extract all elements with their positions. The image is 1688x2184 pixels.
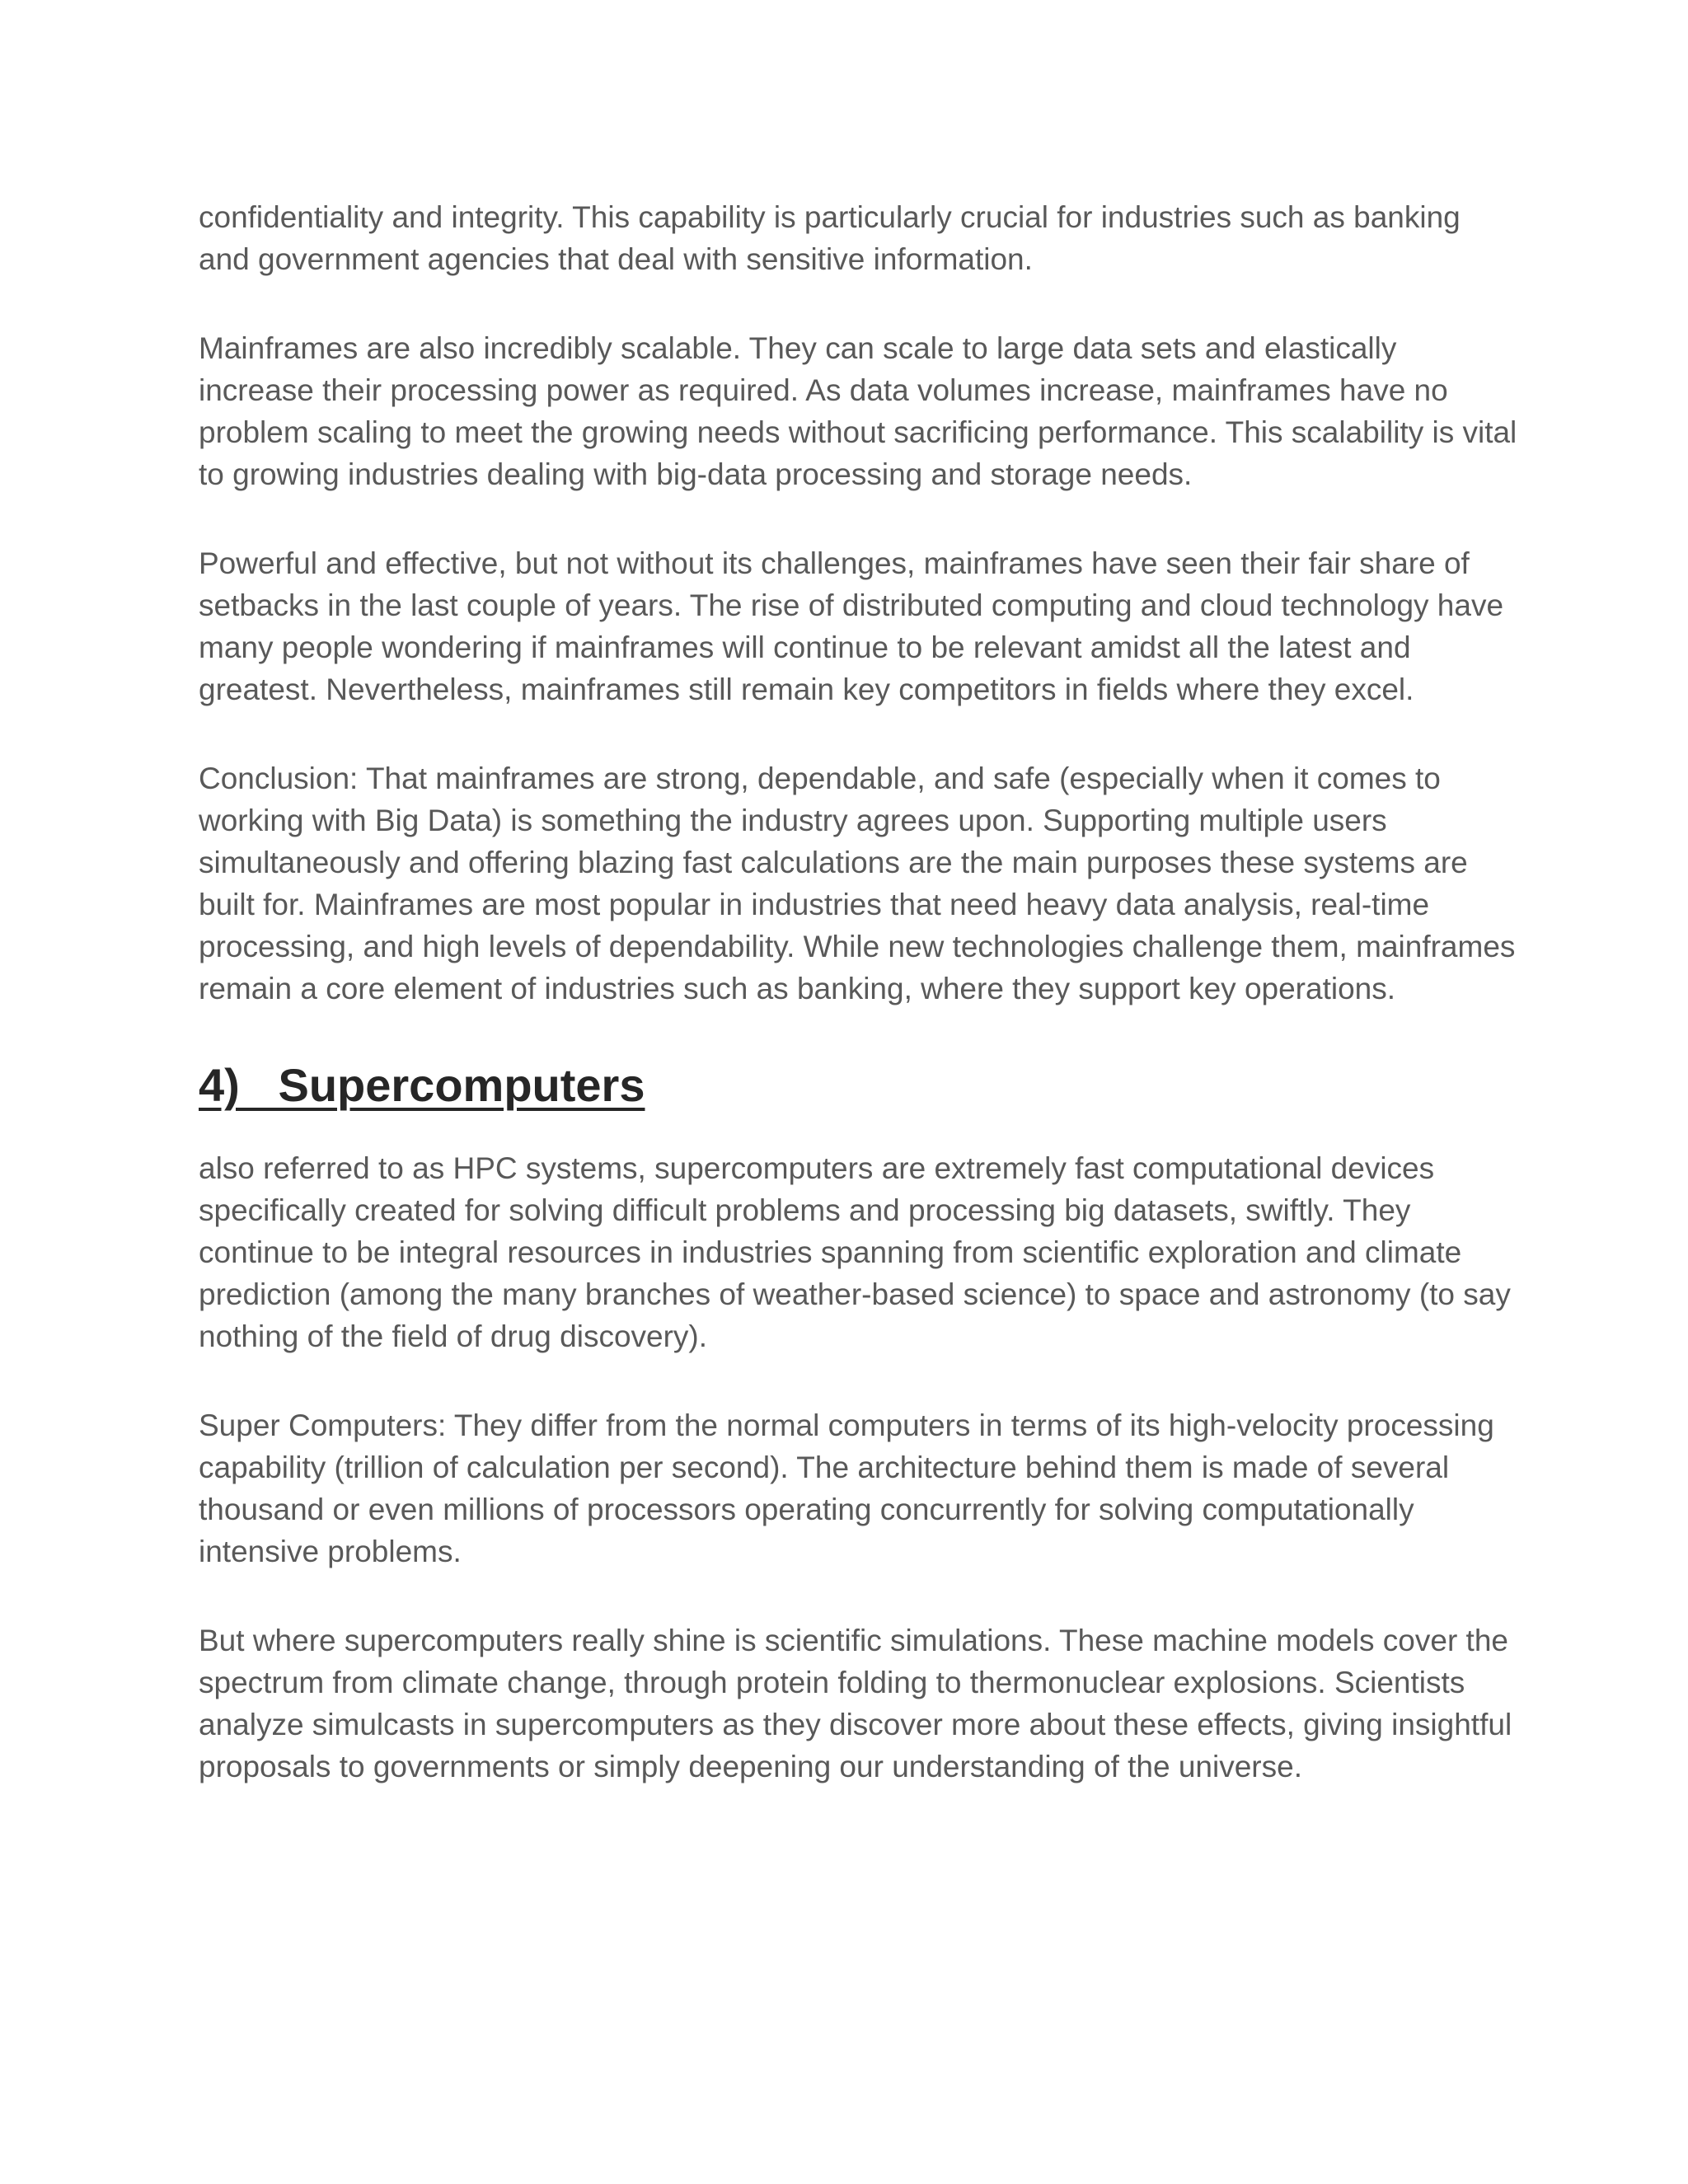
paragraph-scalability: Mainframes are also incredibly scalable. They can scale to large data sets and elastically increase their processing power as required. As data volumes increase, mainframes have no problem scaling to meet the growing needs without sacrificing performance. This scalability is vital to growing industries dealing with big-data processing and storage needs. bbox=[199, 331, 1517, 491]
paragraph-confidentiality: confidentiality and integrity. This capability is particularly crucial for industries such as banking and government agencies that deal with sensitive information. bbox=[199, 200, 1461, 276]
document-body bbox=[199, 196, 1517, 1835]
paragraph-hpc-intro: also referred to as HPC systems, supercomputers are extremely fast computational devices specifically created for solving difficult problems and processing big datasets, swiftly. They continue to be integral resources in industries spanning from scientific exploration and climate prediction (among the many branches of weather-based science) to space and astronomy (to say nothing of the field of drug discovery). bbox=[199, 1151, 1511, 1353]
paragraph-super-computers: Super Computers: They differ from the normal computers in terms of its high-velocity processing capability (trillion of calculation per second). The architecture behind them is made of several thousand or even millions of processors operating concurrently for solving computationally intensive problems. bbox=[199, 1408, 1494, 1568]
paragraph-conclusion: Conclusion: That mainframes are strong, dependable, and safe (especially when it comes to working with Big Data) is something the industry agrees upon. Supporting multiple users simultaneously and offering blazing fast calculations are the main purposes these systems are built for. Mainframes are most popular in industries that need heavy data analysis, real-time processing, and high levels of dependability. While new technologies challenge them, mainframes remain a core element of industries such as banking, where they support key operations. bbox=[199, 762, 1516, 1005]
paragraph-simulations: But where supercomputers really shine is scientific simulations. These machine models cover the spectrum from climate change, through protein folding to thermonuclear explosions. Scientists analyze simulcasts in supercomputers as they discover more about these effects, giving insightful proposals to governments or simply deepening our understanding of the universe. bbox=[199, 1624, 1512, 1783]
section-heading-supercomputers: 4) Supercomputers bbox=[199, 1059, 645, 1111]
paragraph-challenges: Powerful and effective, but not without its challenges, mainframes have seen their fair share of setbacks in the last couple of years. The rise of distributed computing and cloud technology have many people wondering if mainframes will continue to be relevant amidst all the latest and greatest. Nevertheless, mainframes still remain key competitors in fields where they excel. bbox=[199, 546, 1504, 706]
